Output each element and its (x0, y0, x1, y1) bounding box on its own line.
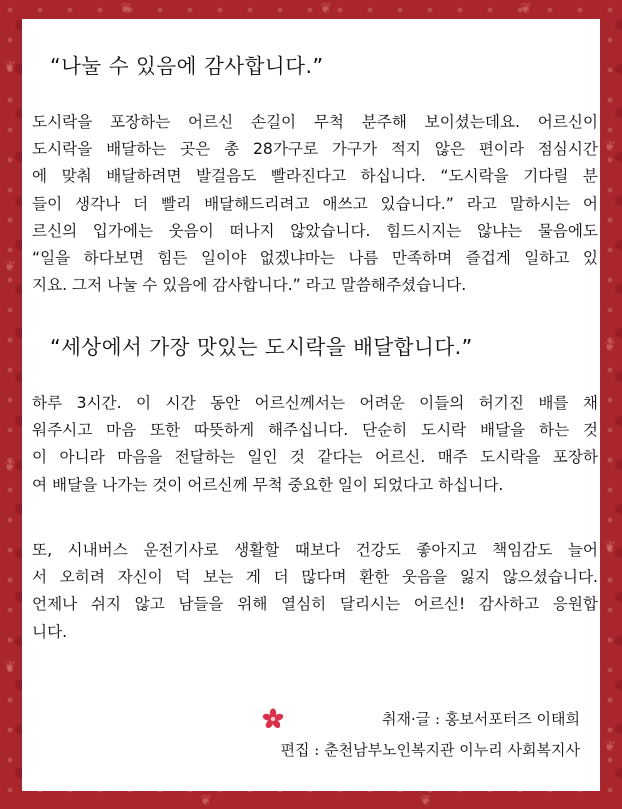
flourish-icon: ❦ (604, 739, 616, 755)
paragraph-line: 들이 생각나 더 빨리 배달해드리려고 애쓰고 있습니다.” 라고 말하시는 어 (32, 194, 598, 213)
paragraph-line: 하루 3시간. 이 시간 동안 어르신께서는 어려운 이들의 허기진 배를 채 (32, 394, 598, 412)
paragraph-3 (32, 537, 598, 646)
paragraph-line: 이 아니라 마음을 전달하는 일인 것 같다는 어르신. 매주 도시락을 포장하 (32, 448, 598, 467)
flourish-icon: ❦ (4, 659, 16, 675)
paragraph-line: 도시락을 포장하는 어르신 손길이 무척 분주해 보이셨는데요. 어르신이 (32, 113, 598, 131)
credits (281, 708, 580, 760)
flourish-icon: ❦ (604, 539, 616, 555)
flourish-icon: ❦ (4, 59, 16, 75)
flourish-icon: ❦ (200, 793, 212, 809)
flourish-icon: ❦ (120, 1, 132, 17)
flourish-icon: ❦ (520, 1, 532, 17)
paragraph-line: 니다. (32, 622, 68, 641)
flourish-icon: ❦ (4, 259, 16, 275)
credit-writer: 취재·글 : 홍보서포터즈 이태희 (381, 710, 580, 728)
paragraph-line: 지요. 그저 나눌 수 있음에 감사합니다.” 라고 말씀해주셨습니다. (32, 276, 467, 295)
paragraph-line: 워주시고 마음 또한 따뜻하게 해주십니다. 단순히 도시락 배달을 하는 것 (32, 421, 598, 440)
paragraph-line: 에 맞춰 배달하려면 발걸음도 빨라진다고 하십니다. “도시락을 기다릴 분 (32, 167, 598, 186)
paragraph-line: 여 배달을 나가는 것이 어르신께 무척 중요한 일이 되었다고 하십니다. (32, 475, 504, 494)
article-page (22, 19, 600, 791)
credit-editor: 편집 : 춘천남부노인복지관 이누리 사회복지사 (280, 741, 580, 759)
paragraph-1 (32, 109, 598, 299)
paragraph-2 (32, 390, 598, 499)
flourish-icon: ❦ (320, 1, 332, 17)
paragraph-line: 르신의 입가에는 웃음이 떠나지 않았습니다. 힘드시지는 않냐는 물음에도 (32, 221, 598, 240)
section-heading-2: “세상에서 가장 맛있는 도시락을 배달합니다.” (50, 335, 473, 359)
flourish-icon: ❦ (604, 339, 616, 355)
flourish-icon: ❦ (4, 459, 16, 475)
flourish-icon: ❦ (604, 139, 616, 155)
paragraph-line: 도시락을 배달하는 곳은 총 28가구로 가구가 적지 않은 편이라 점심시간 (32, 140, 598, 159)
flourish-icon: ❦ (420, 793, 432, 809)
section-heading-1: “나눌 수 있음에 감사합니다.” (50, 54, 324, 78)
paragraph-line: 언제나 쉬지 않고 남들을 위해 열심히 달리시는 어르신! 감사하고 응원합 (32, 595, 598, 614)
paragraph-line: “일을 하다보면 힘든 일이야 없겠냐마는 나름 만족하며 즐겁게 일하고 있 (32, 249, 598, 268)
paragraph-line: 또, 시내버스 운전기사로 생활할 때보다 건강도 좋아지고 책임감도 늘어 (32, 541, 598, 559)
paragraph-line: 서 오히려 자신이 덕 보는 게 더 많다며 환한 웃음을 잃지 않으셨습니다. (32, 568, 598, 587)
